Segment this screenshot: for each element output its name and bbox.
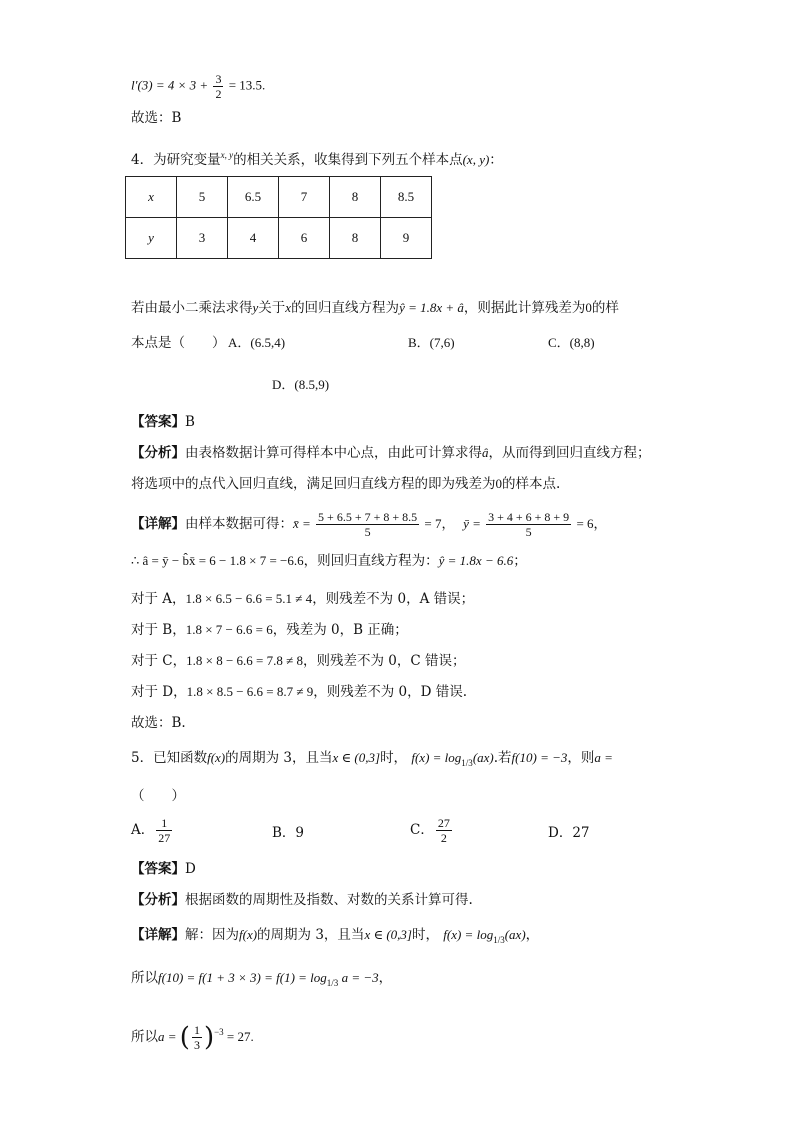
detail-tag: 【详解】 <box>131 927 185 943</box>
fraction-numerator: 3 <box>215 72 222 86</box>
text: 解：因为 <box>185 927 239 943</box>
text: 的周期为 3，且当 <box>225 750 333 766</box>
log-argument: (ax) <box>504 927 526 942</box>
choose-line: 故选：B <box>131 110 182 126</box>
zero: 0 <box>585 300 592 315</box>
f-definition: f(x) = log <box>443 927 494 942</box>
table-cell: y <box>126 218 177 259</box>
result: = 27. <box>223 1029 254 1044</box>
text: 由表格数据计算可得样本中心点，由此可计算求得 <box>185 445 482 461</box>
log-argument: (ax) <box>472 750 494 765</box>
text: 关于 <box>258 300 286 316</box>
text: ，从而得到回归直线方程； <box>488 445 651 461</box>
log-base: 1/3 <box>461 758 473 768</box>
regression-equation: ŷ = 1.8x − 6.6 <box>438 553 514 568</box>
text: 对于 C， <box>131 653 187 669</box>
table-cell: 7 <box>279 177 330 218</box>
option-label: A． <box>131 822 155 838</box>
fraction <box>192 1023 202 1052</box>
text: 时， <box>411 927 439 943</box>
fraction <box>213 72 223 101</box>
exponent: −3 <box>214 1027 224 1037</box>
detail-tag: 【详解】 <box>131 516 185 532</box>
text: ，则残差不为 0，C 错误； <box>303 653 466 669</box>
q4-case-b <box>131 620 408 640</box>
a-hat: â <box>482 445 489 460</box>
text: 将选项中的点代入回归直线，满足回归直线方程的即为残差为 <box>131 476 496 492</box>
q4-option-d: D．(8.5,9) <box>272 377 330 392</box>
equation: 1.8 × 7 − 6.6 = 6 <box>185 622 273 637</box>
q5-analysis <box>131 890 473 910</box>
text: 根据函数的周期性及指数、对数的关系计算可得. <box>185 892 473 908</box>
table-cell: 6.5 <box>228 177 279 218</box>
formula-text: l′(3) = 4 × 3 + <box>131 77 212 93</box>
q4-case-a <box>131 589 474 609</box>
fraction-denominator: 3 <box>193 1038 200 1052</box>
q4-stem <box>131 145 503 170</box>
var-y: y <box>252 300 259 315</box>
q5-answer <box>131 859 196 879</box>
text: ，则回归直线方程为： <box>303 553 439 569</box>
fraction-numerator: 5 + 6.5 + 7 + 8 + 8.5 <box>318 510 418 524</box>
equation: 1.8 × 8 − 6.6 = 7.8 ≠ 8 <box>186 653 304 668</box>
q4-vars: x, y <box>220 150 234 160</box>
text: ，则 <box>567 750 595 766</box>
answer-tag: 【答案】 <box>131 861 185 877</box>
analysis-tag: 【分析】 <box>131 892 185 908</box>
a-hat-calculation: ∴ â = ȳ − b̂x̄ = 6 − 1.8 × 7 = −6.6 <box>131 553 304 568</box>
fraction <box>316 510 419 539</box>
q5-blank: （ ） <box>131 788 185 804</box>
table-cell: 6 <box>279 218 330 259</box>
text: ，则残差不为 0，A 错误； <box>312 591 475 607</box>
text: 的回归直线方程为 <box>291 300 400 316</box>
table-cell: 3 <box>177 218 228 259</box>
text: 5．已知函数 <box>131 750 208 766</box>
equation: 1.8 × 6.5 − 6.6 = 5.1 ≠ 4 <box>185 591 313 606</box>
regression-equation: ŷ = 1.8x + â <box>399 300 464 315</box>
fraction-denominator: 27 <box>158 831 171 845</box>
fraction-numerator: 1 <box>193 1023 200 1037</box>
fraction-numerator: 1 <box>156 816 172 831</box>
q4-detail-1 <box>131 510 607 539</box>
domain: x ∈ (0,3] <box>364 927 412 942</box>
sample-table <box>125 176 432 259</box>
f-of-x: f(x) <box>207 750 226 765</box>
table-cell: 8.5 <box>381 177 432 218</box>
q4-option-a: A．(6.5,4) <box>228 335 286 350</box>
table-cell: 9 <box>381 218 432 259</box>
q5-stem <box>131 748 613 773</box>
q4-line3: 本点是（ ） <box>131 335 226 351</box>
q4-stem-b: 的相关关系，收集得到下列五个样本点 <box>233 152 463 168</box>
fraction-numerator: 3 + 4 + 6 + 8 + 9 <box>488 510 570 524</box>
q4-answer <box>131 412 195 432</box>
text: 时， <box>380 750 408 766</box>
text: 若由最小二乘法求得 <box>131 300 253 316</box>
text: 对于 A， <box>131 591 186 607</box>
table-row-x <box>126 177 432 218</box>
q5-detail-3 <box>131 1022 254 1052</box>
formula-tail: = 13.5 <box>225 77 263 93</box>
y-bar: ȳ = <box>463 516 485 531</box>
formula-l-prime: l′(3) = 4 × 3 + $\frac{3}{2}$ = 13.5. <box>131 72 266 101</box>
equation: 1.8 × 8.5 − 6.6 = 8.7 ≠ 9 <box>186 684 314 699</box>
text: ，残差为 0，B 正确； <box>272 622 408 638</box>
text: 所以 <box>131 1029 158 1045</box>
fraction-denominator: 2 <box>215 87 222 101</box>
table-cell: x <box>126 177 177 218</box>
q4-option-c: C．(8,8) <box>548 335 595 350</box>
q4-detail-2 <box>131 551 527 571</box>
equation-tail: a = −3 <box>338 970 379 985</box>
q4-case-d <box>131 682 467 702</box>
q4-analysis-1 <box>131 443 651 463</box>
q4-point: (x, y) <box>462 152 490 167</box>
text: ， <box>525 927 540 943</box>
f-definition: f(x) = log <box>411 750 462 765</box>
table-row-y <box>126 218 432 259</box>
fraction-denominator: 5 <box>525 525 532 539</box>
answer-value: D <box>185 861 196 877</box>
a-equals: a = <box>594 750 613 765</box>
text: ，则据此计算残差为 <box>463 300 586 316</box>
text: 对于 B， <box>131 622 186 638</box>
a-equals: a = <box>158 1029 180 1044</box>
text: .若 <box>493 750 512 766</box>
domain: x ∈ (0,3] <box>332 750 381 765</box>
table-cell: 4 <box>228 218 279 259</box>
zero: 0 <box>495 476 502 491</box>
text: 由样本数据可得： <box>185 516 293 532</box>
q4-stem-a: 4．为研究变量 <box>131 152 221 168</box>
q5-detail-1 <box>131 925 539 950</box>
text: ； <box>513 553 527 569</box>
q5-option-a <box>131 816 174 845</box>
log-base: 1/3 <box>493 935 505 945</box>
text: 的周期为 3，且当 <box>257 927 365 943</box>
fraction-denominator: 2 <box>440 831 447 845</box>
text: 的样 <box>591 300 619 316</box>
fraction-denominator: 5 <box>364 525 371 539</box>
q4-case-c <box>131 651 466 671</box>
q4-stem-c: ： <box>489 152 503 168</box>
fraction <box>486 510 571 539</box>
f-of-10: f(10) = −3 <box>511 750 568 765</box>
q5-detail-2 <box>131 968 392 993</box>
analysis-tag: 【分析】 <box>131 445 185 461</box>
x-bar-value: = 7， <box>421 516 455 531</box>
fraction <box>156 816 172 845</box>
option-label: C． <box>410 822 434 838</box>
log-base: 1/3 <box>326 978 339 988</box>
right-paren: ) <box>203 1022 215 1053</box>
table-cell: 5 <box>177 177 228 218</box>
table-cell: 8 <box>330 177 381 218</box>
answer-value: B <box>185 414 195 430</box>
text: 对于 D， <box>131 684 187 700</box>
q5-option-c <box>410 816 454 845</box>
text: 的样本点. <box>502 476 561 492</box>
q5-option-b: B．9 <box>272 825 305 841</box>
q4-line2 <box>131 298 619 318</box>
left-paren: ( <box>179 1022 190 1053</box>
equation: f(10) = f(1 + 3 × 3) = f(1) = log <box>158 970 327 985</box>
q5-option-d: D．27 <box>548 825 590 841</box>
y-bar-value: = 6， <box>573 516 607 531</box>
text: ， <box>378 970 393 986</box>
q4-choose: 故选：B. <box>131 715 186 731</box>
q4-analysis-2 <box>131 474 560 494</box>
fraction <box>436 816 452 845</box>
q4-option-b: B．(7,6) <box>408 335 455 350</box>
text: 所以 <box>131 970 158 986</box>
table-cell: 8 <box>330 218 381 259</box>
var-x: x <box>285 300 292 315</box>
f-of-x: f(x) <box>239 927 258 942</box>
fraction-numerator: 27 <box>437 816 450 830</box>
x-bar: x̄ = <box>293 516 315 531</box>
text: ，则残差不为 0，D 错误. <box>313 684 468 700</box>
answer-tag: 【答案】 <box>131 414 185 430</box>
